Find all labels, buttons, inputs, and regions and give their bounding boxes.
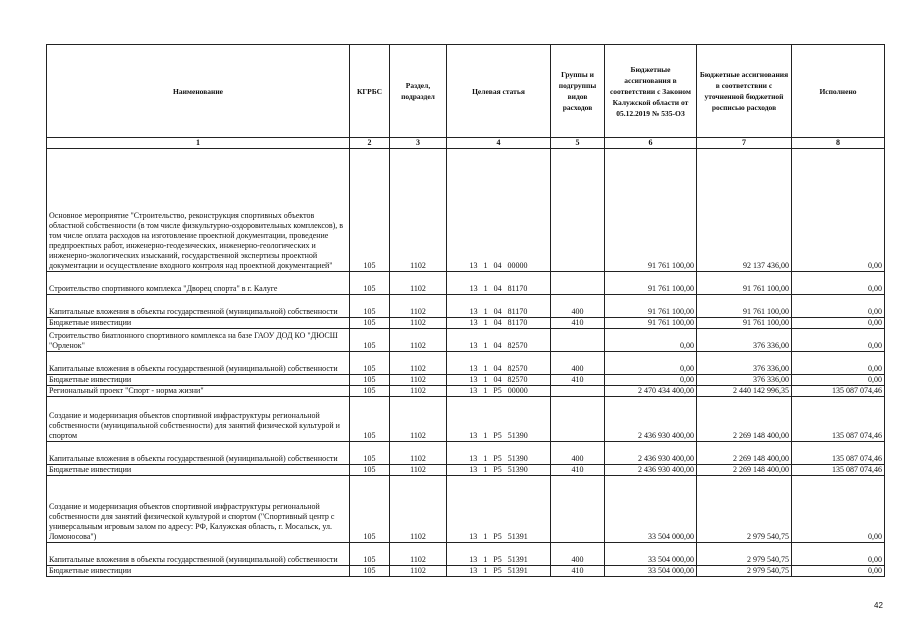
row-law-allocations: 91 761 100,00: [605, 295, 697, 318]
row-refined-allocations: 91 761 100,00: [697, 318, 792, 329]
column-number: 7: [697, 138, 792, 149]
row-refined-allocations: 2 269 148 400,00: [697, 465, 792, 476]
row-refined-allocations: 376 336,00: [697, 375, 792, 386]
row-law-allocations: 2 470 434 400,00: [605, 386, 697, 397]
row-expense-group: 410: [551, 566, 605, 577]
row-refined-allocations: 376 336,00: [697, 329, 792, 352]
table-row: [47, 352, 885, 375]
row-law-allocations: 2 436 930 400,00: [605, 397, 697, 442]
row-expense-group: [551, 386, 605, 397]
row-kgrbs: 105: [350, 566, 390, 577]
row-refined-allocations: 2 269 148 400,00: [697, 442, 792, 465]
row-target-article: 13 1 04 82570: [469, 364, 528, 373]
row-expense-group: 400: [551, 543, 605, 566]
row-name: Строительство биатлонного спортивного комплекса на базе ГАОУ ДОД КО "ДЮСШ "Орленок": [47, 329, 350, 352]
row-name: Бюджетные инвестиции: [47, 465, 350, 476]
row-kgrbs: 105: [350, 352, 390, 375]
row-executed: 0,00: [792, 295, 885, 318]
header-executed: Исполнено: [792, 45, 885, 138]
row-name: Капитальные вложения в объекты государственной (муниципальной) собственности: [47, 352, 350, 375]
header-target-article: Целевая статья: [447, 45, 551, 138]
row-executed: 0,00: [792, 272, 885, 295]
row-refined-allocations: 2 979 540,75: [697, 476, 792, 543]
row-name: Создание и модернизация объектов спортивной инфраструктуры региональной собственности (муниципальной собственности) для занятий физической культурой и спортом: [47, 397, 350, 442]
row-kgrbs: 105: [350, 318, 390, 329]
row-law-allocations: 0,00: [605, 352, 697, 375]
row-section: 1102: [390, 295, 447, 318]
row-target-article: 13 1 P5 51391: [469, 566, 528, 575]
row-name: Региональный проект "Спорт - норма жизни": [47, 386, 350, 397]
row-section: 1102: [390, 352, 447, 375]
table-row: [47, 476, 885, 543]
row-name: Бюджетные инвестиции: [47, 318, 350, 329]
page-number: 42: [874, 601, 883, 610]
row-expense-group: 410: [551, 375, 605, 386]
row-executed: 0,00: [792, 329, 885, 352]
row-executed: 0,00: [792, 352, 885, 375]
row-refined-allocations: 2 979 540,75: [697, 543, 792, 566]
table-row: [47, 329, 885, 352]
row-refined-allocations: 2 269 148 400,00: [697, 397, 792, 442]
row-name: Строительство спортивного комплекса "Дворец спорта" в г. Калуге: [47, 272, 350, 295]
row-refined-allocations: 2 979 540,75: [697, 566, 792, 577]
row-law-allocations: 33 504 000,00: [605, 543, 697, 566]
row-target-article: 13 1 04 81170: [469, 318, 528, 327]
row-section: 1102: [390, 329, 447, 352]
row-refined-allocations: 91 761 100,00: [697, 272, 792, 295]
row-law-allocations: 0,00: [605, 329, 697, 352]
row-law-allocations: 2 436 930 400,00: [605, 442, 697, 465]
row-law-allocations: 2 436 930 400,00: [605, 465, 697, 476]
column-number: 4: [447, 138, 551, 149]
table-row: [47, 442, 885, 465]
row-expense-group: [551, 329, 605, 352]
row-executed: 135 087 074,46: [792, 397, 885, 442]
row-law-allocations: 0,00: [605, 375, 697, 386]
row-refined-allocations: 91 761 100,00: [697, 295, 792, 318]
column-number: 6: [605, 138, 697, 149]
row-kgrbs: 105: [350, 465, 390, 476]
header-kgrbs: КГРБС: [350, 45, 390, 138]
row-name: Основное мероприятие "Строительство, реконструкция спортивных объектов областной собственности (в том числе физкультурно-оздоровительных комплексов), в том числе оплата расходов на изготовление проектной документации, проведение предпроектных работ, инженерно-геодезических, инженерно-геологических и инженерно-экологических изысканий, государственной экспертизы проектной документации и осуществление входного контроля над проектной документацией": [47, 149, 350, 272]
row-target-article: 13 1 P5 51390: [469, 454, 528, 463]
row-expense-group: 400: [551, 295, 605, 318]
row-name: Капитальные вложения в объекты государственной (муниципальной) собственности: [47, 295, 350, 318]
row-section: 1102: [390, 465, 447, 476]
row-section: 1102: [390, 272, 447, 295]
row-section: 1102: [390, 566, 447, 577]
row-name: Капитальные вложения в объекты государственной (муниципальной) собственности: [47, 543, 350, 566]
row-section: 1102: [390, 375, 447, 386]
table-row: [47, 318, 885, 329]
row-kgrbs: 105: [350, 272, 390, 295]
row-expense-group: [551, 397, 605, 442]
header-law-allocations: Бюджетные ассигнования в соответствии с Законом Калужской области от 05.12.2019 № 535-ОЗ: [605, 45, 697, 138]
row-name: Создание и модернизация объектов спортивной инфраструктуры региональной собственности для занятий физической культурой и спортом ("Спортивный центр с универсальным игровым залом по адресу: РФ, Калужская область, г. Мосальск, ул. Ломоносова"): [47, 476, 350, 543]
row-executed: 0,00: [792, 566, 885, 577]
row-target-article: 13 1 04 00000: [469, 261, 528, 270]
row-law-allocations: 91 761 100,00: [605, 272, 697, 295]
header-row: [47, 45, 885, 138]
table-row: [47, 566, 885, 577]
row-kgrbs: 105: [350, 543, 390, 566]
row-law-allocations: 91 761 100,00: [605, 149, 697, 272]
row-kgrbs: 105: [350, 149, 390, 272]
row-section: 1102: [390, 476, 447, 543]
budget-execution-table: [46, 44, 885, 577]
row-section: 1102: [390, 442, 447, 465]
table-row: [47, 386, 885, 397]
table-row: [47, 375, 885, 386]
row-section: 1102: [390, 318, 447, 329]
row-name: Бюджетные инвестиции: [47, 566, 350, 577]
row-target-article: 13 1 04 82570: [469, 375, 528, 384]
row-kgrbs: 105: [350, 386, 390, 397]
row-expense-group: 410: [551, 318, 605, 329]
row-executed: 135 087 074,46: [792, 442, 885, 465]
row-kgrbs: 105: [350, 442, 390, 465]
row-expense-group: [551, 476, 605, 543]
row-section: 1102: [390, 397, 447, 442]
row-target-article: 13 1 04 82570: [469, 341, 528, 350]
row-target-article: 13 1 P5 51391: [469, 532, 528, 541]
row-refined-allocations: 92 137 436,00: [697, 149, 792, 272]
header-expense-group: Группы и подгруппы видов расходов: [551, 45, 605, 138]
header-name: Наименование: [47, 45, 350, 138]
row-name: Капитальные вложения в объекты государственной (муниципальной) собственности: [47, 442, 350, 465]
row-kgrbs: 105: [350, 476, 390, 543]
table-row: [47, 149, 885, 272]
row-section: 1102: [390, 386, 447, 397]
row-target-article: 13 1 04 81170: [469, 284, 528, 293]
table-row: [47, 543, 885, 566]
table-row: [47, 465, 885, 476]
row-target-article: 13 1 P5 51390: [469, 465, 528, 474]
row-kgrbs: 105: [350, 375, 390, 386]
table-row: [47, 397, 885, 442]
row-law-allocations: 33 504 000,00: [605, 566, 697, 577]
row-law-allocations: 91 761 100,00: [605, 318, 697, 329]
row-name: Бюджетные инвестиции: [47, 375, 350, 386]
column-number: 1: [47, 138, 350, 149]
row-refined-allocations: 2 440 142 996,35: [697, 386, 792, 397]
row-executed: 135 087 074,46: [792, 465, 885, 476]
table-row: [47, 295, 885, 318]
row-refined-allocations: 376 336,00: [697, 352, 792, 375]
table-row: [47, 272, 885, 295]
row-target-article: 13 1 P5 51391: [469, 555, 528, 564]
column-number: 5: [551, 138, 605, 149]
row-expense-group: [551, 272, 605, 295]
row-executed: 0,00: [792, 543, 885, 566]
header-section: Раздел, подраздел: [390, 45, 447, 138]
row-kgrbs: 105: [350, 397, 390, 442]
header-refined-allocations: Бюджетные ассигнования в соответствии с уточненной бюджетной росписью расходов: [697, 45, 792, 138]
row-executed: 135 087 074,46: [792, 386, 885, 397]
column-number: 8: [792, 138, 885, 149]
column-number-row: [47, 138, 885, 149]
row-executed: 0,00: [792, 375, 885, 386]
row-target-article: 13 1 P5 00000: [469, 386, 528, 395]
row-law-allocations: 33 504 000,00: [605, 476, 697, 543]
column-number: 3: [390, 138, 447, 149]
row-section: 1102: [390, 543, 447, 566]
row-executed: 0,00: [792, 149, 885, 272]
row-kgrbs: 105: [350, 329, 390, 352]
row-expense-group: 410: [551, 465, 605, 476]
row-section: 1102: [390, 149, 447, 272]
row-executed: 0,00: [792, 476, 885, 543]
row-executed: 0,00: [792, 318, 885, 329]
column-number: 2: [350, 138, 390, 149]
row-target-article: 13 1 04 81170: [469, 307, 528, 316]
row-kgrbs: 105: [350, 295, 390, 318]
row-expense-group: 400: [551, 442, 605, 465]
row-expense-group: 400: [551, 352, 605, 375]
row-target-article: 13 1 P5 51390: [469, 431, 528, 440]
row-expense-group: [551, 149, 605, 272]
